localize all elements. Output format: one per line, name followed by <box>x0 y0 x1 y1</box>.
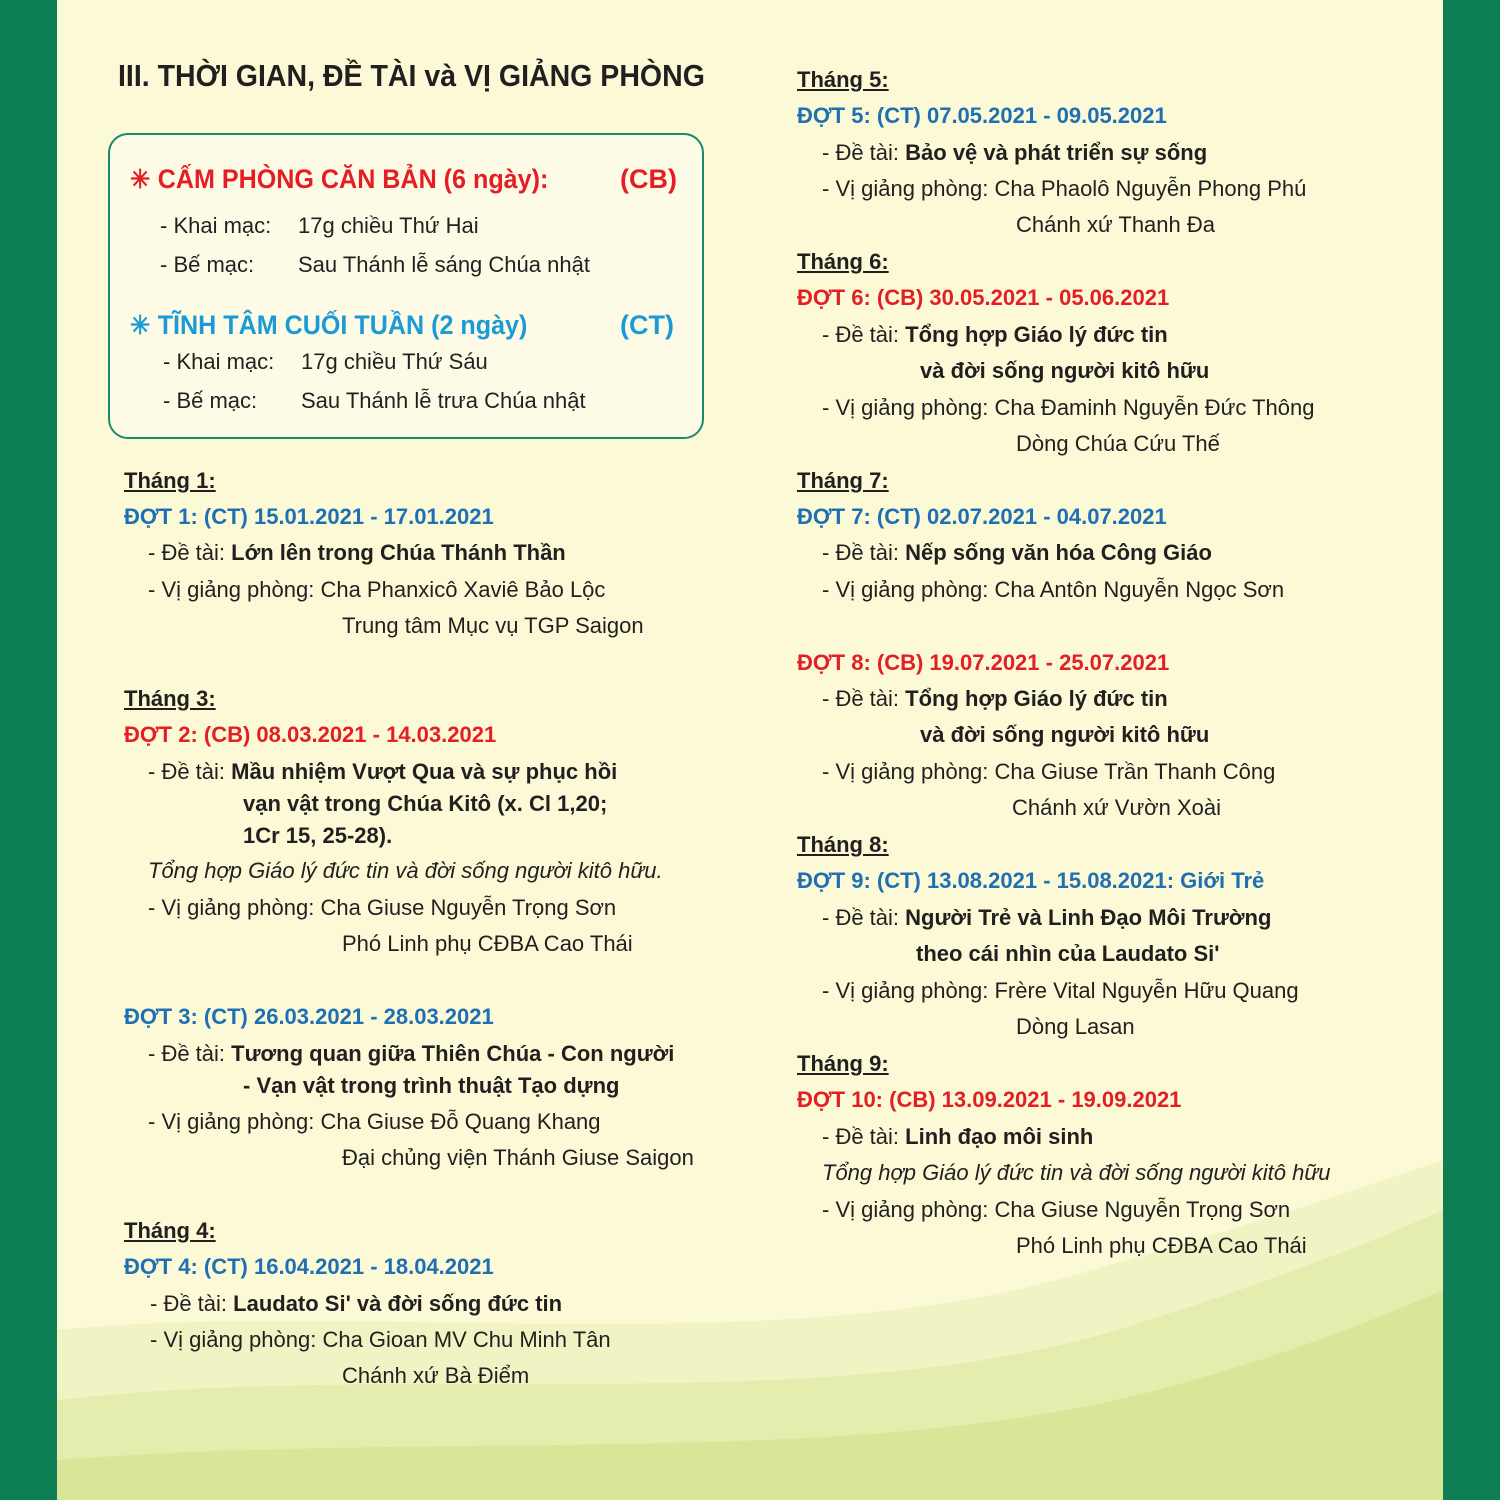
ct-open-row <box>163 349 488 375</box>
topic-prefix: - Đề tài: <box>822 322 906 347</box>
topic-line <box>822 540 1212 566</box>
cb-code: (CB) <box>620 164 677 194</box>
topic-line <box>822 140 1207 166</box>
topic-line <box>822 1124 1093 1150</box>
ct-open-value: 17g chiều Thứ Sáu <box>301 349 488 374</box>
speaker-affiliation: Chánh xứ Bà Điểm <box>342 1363 530 1388</box>
topic-text: Bảo vệ và phát triển sự sống <box>905 140 1208 165</box>
cb-open-row <box>160 213 479 239</box>
topic-prefix: - Đề tài: <box>148 540 232 565</box>
right-green-bar <box>1443 0 1500 1500</box>
topic-line <box>150 1291 562 1317</box>
cb-close-row <box>160 252 590 278</box>
cb-heading-text: CẤM PHÒNG CĂN BẢN (6 ngày): <box>157 164 549 194</box>
month-heading: Tháng 1: <box>124 468 216 493</box>
topic-line <box>822 322 1168 348</box>
speaker-line: - Vị giảng phòng: Cha Giuse Đỗ Quang Khang <box>148 1109 601 1134</box>
topic-line <box>822 905 1271 931</box>
ct-heading-text: TĨNH TÂM CUỐI TUẦN (2 ngày) <box>157 310 528 340</box>
speaker-affiliation: Trung tâm Mục vụ TGP Saigon <box>342 613 644 638</box>
ct-code: (CT) <box>620 310 674 340</box>
ct-heading <box>130 310 527 341</box>
topic-continuation: vạn vật trong Chúa Kitô (x. Cl 1,20; <box>243 791 608 816</box>
month-heading: Tháng 7: <box>797 468 889 493</box>
cb-close-label: - Bế mạc: <box>160 252 255 277</box>
topic-continuation: và đời sống người kitô hữu <box>920 358 1210 383</box>
topic-line <box>148 759 617 785</box>
topic-note: Tổng hợp Giáo lý đức tin và đời sống người kitô hữu. <box>148 858 663 883</box>
speaker-line: - Vị giảng phòng: Cha Giuse Nguyễn Trọng Sơn <box>148 895 617 920</box>
dot-heading: ĐỢT 9: (CT) 13.08.2021 - 15.08.2021: Giới Trẻ <box>797 868 1265 893</box>
topic-continuation: 1Cr 15, 25-28). <box>243 823 393 848</box>
topic-prefix: - Đề tài: <box>822 540 906 565</box>
dot-heading: ĐỢT 6: (CB) 30.05.2021 - 05.06.2021 <box>797 285 1170 310</box>
speaker-affiliation: Chánh xứ Vườn Xoài <box>1012 795 1221 820</box>
dot-heading: ĐỢT 2: (CB) 08.03.2021 - 14.03.2021 <box>124 722 497 747</box>
topic-prefix: - Đề tài: <box>148 1041 232 1066</box>
dot-heading: ĐỢT 5: (CT) 07.05.2021 - 09.05.2021 <box>797 103 1167 128</box>
topic-prefix: - Đề tài: <box>150 1291 234 1316</box>
speaker-line: - Vị giảng phòng: Cha Giuse Nguyễn Trọng Sơn <box>822 1197 1291 1222</box>
topic-continuation: - Vạn vật trong trình thuật Tạo dựng <box>243 1073 620 1098</box>
month-heading: Tháng 3: <box>124 686 216 711</box>
dot-heading: ĐỢT 4: (CT) 16.04.2021 - 18.04.2021 <box>124 1254 494 1279</box>
ct-open-label: - Khai mạc: <box>163 349 275 374</box>
cb-heading <box>130 164 548 195</box>
speaker-line: - Vị giảng phòng: Cha Antôn Nguyễn Ngọc Sơn <box>822 577 1285 602</box>
cb-open-label: - Khai mạc: <box>160 213 272 238</box>
topic-line <box>822 686 1168 712</box>
asterisk-icon: ✳ <box>130 310 151 340</box>
topic-text: Người Trẻ và Linh Đạo Môi Trường <box>905 905 1272 930</box>
speaker-affiliation: Phó Linh phụ CĐBA Cao Thái <box>1016 1233 1307 1258</box>
ct-close-label: - Bế mạc: <box>163 388 258 413</box>
speaker-line: - Vị giảng phòng: Cha Phanxicô Xaviê Bảo Lộc <box>148 577 606 602</box>
topic-text: Mầu nhiệm Vượt Qua và sự phục hồi <box>231 759 618 784</box>
topic-prefix: - Đề tài: <box>822 1124 906 1149</box>
topic-text: Laudato Si' và đời sống đức tin <box>233 1291 563 1316</box>
asterisk-icon: ✳ <box>130 164 151 194</box>
month-heading: Tháng 4: <box>124 1218 216 1243</box>
speaker-line: - Vị giảng phòng: Frère Vital Nguyễn Hữu Quang <box>822 978 1299 1003</box>
topic-prefix: - Đề tài: <box>822 905 906 930</box>
topic-line <box>148 540 566 566</box>
dot-heading: ĐỢT 8: (CB) 19.07.2021 - 25.07.2021 <box>797 650 1170 675</box>
dot-heading: ĐỢT 3: (CT) 26.03.2021 - 28.03.2021 <box>124 1004 494 1029</box>
speaker-affiliation: Dòng Lasan <box>1016 1014 1135 1039</box>
ct-close-value: Sau Thánh lễ trưa Chúa nhật <box>301 388 586 413</box>
speaker-affiliation: Chánh xứ Thanh Đa <box>1016 212 1215 237</box>
dot-heading: ĐỢT 7: (CT) 02.07.2021 - 04.07.2021 <box>797 504 1167 529</box>
topic-prefix: - Đề tài: <box>148 759 232 784</box>
section-title: III. THỜI GIAN, ĐỀ TÀI và VỊ GIẢNG PHÒNG <box>118 58 705 93</box>
speaker-affiliation: Đại chủng viện Thánh Giuse Saigon <box>342 1145 694 1170</box>
month-heading: Tháng 6: <box>797 249 889 274</box>
speaker-line: - Vị giảng phòng: Cha Đaminh Nguyễn Đức Thông <box>822 395 1315 420</box>
topic-text: Tương quan giữa Thiên Chúa - Con người <box>231 1041 675 1066</box>
topic-text: Linh đạo môi sinh <box>905 1124 1094 1149</box>
cb-close-value: Sau Thánh lễ sáng Chúa nhật <box>298 252 590 277</box>
topic-prefix: - Đề tài: <box>822 140 906 165</box>
speaker-line: - Vị giảng phòng: Cha Phaolô Nguyễn Phong Phú <box>822 176 1307 201</box>
ct-close-row <box>163 388 586 414</box>
cb-open-value: 17g chiều Thứ Hai <box>298 213 479 238</box>
left-green-bar <box>0 0 57 1500</box>
topic-text: Lớn lên trong Chúa Thánh Thần <box>231 540 566 565</box>
month-heading: Tháng 8: <box>797 832 889 857</box>
speaker-line: - Vị giảng phòng: Cha Giuse Trần Thanh Công <box>822 759 1276 784</box>
dot-heading: ĐỢT 10: (CB) 13.09.2021 - 19.09.2021 <box>797 1087 1182 1112</box>
topic-text: Tổng hợp Giáo lý đức tin <box>905 686 1168 711</box>
topic-note: Tổng hợp Giáo lý đức tin và đời sống người kitô hữu <box>822 1160 1331 1185</box>
topic-prefix: - Đề tài: <box>822 686 906 711</box>
dot-heading: ĐỢT 1: (CT) 15.01.2021 - 17.01.2021 <box>124 504 494 529</box>
speaker-affiliation: Dòng Chúa Cứu Thế <box>1016 431 1220 456</box>
speaker-affiliation: Phó Linh phụ CĐBA Cao Thái <box>342 931 633 956</box>
topic-text: Tổng hợp Giáo lý đức tin <box>905 322 1168 347</box>
month-heading: Tháng 9: <box>797 1051 889 1076</box>
topic-continuation: và đời sống người kitô hữu <box>920 722 1210 747</box>
topic-line <box>148 1041 674 1067</box>
month-heading: Tháng 5: <box>797 67 889 92</box>
speaker-line: - Vị giảng phòng: Cha Gioan MV Chu Minh Tân <box>150 1327 611 1352</box>
topic-text: Nếp sống văn hóa Công Giáo <box>905 540 1212 565</box>
topic-continuation: theo cái nhìn của Laudato Si' <box>916 941 1220 966</box>
